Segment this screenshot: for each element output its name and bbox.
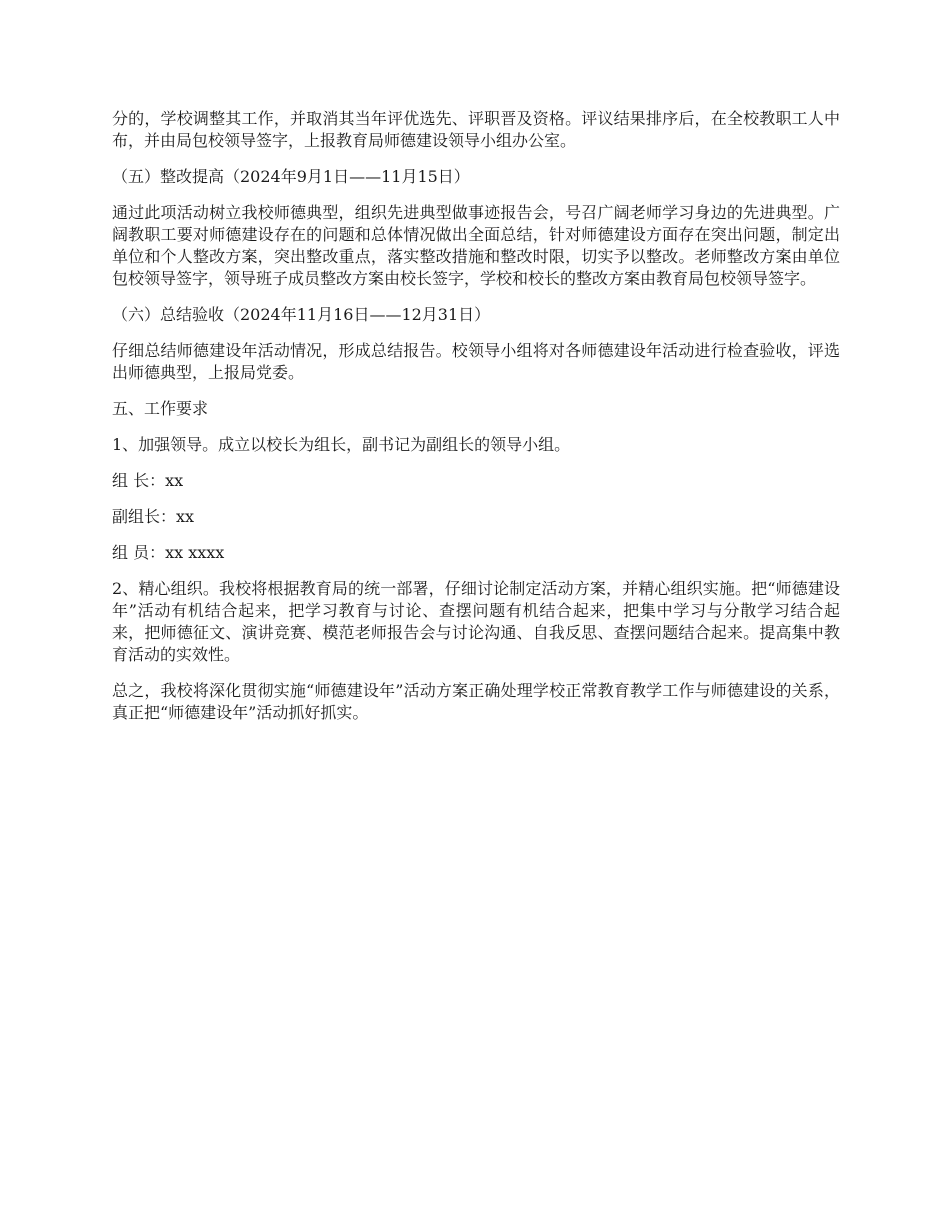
deputy-leader-line: 副组长：xx <box>112 507 195 526</box>
paragraph-rectification: 通过此项活动树立我校师德典型，组织先进典型做事迹报告会，号召广阔老师学习身边的先进典型。广阔教职工要对师德建设存在的问题和总体情况做出全面总结，针对师德建设方面存在突出问题，制定出单位和个人整改方案，突出整改重点，落实整改措施和整改时限，切实予以整改。老师整改方案由单位包校领导签字，领导班子成员整改方案由校长签字，学校和校长的整改方案由教育局包校领导签字。 <box>112 203 840 288</box>
document-page <box>112 108 840 738</box>
paragraph-strengthen-leadership: 1、加强领导。成立以校长为组长，副书记为副组长的领导小组。 <box>112 435 571 454</box>
group-leader-line: 组 长：xx <box>112 471 184 490</box>
paragraph-conclusion: 总之，我校将深化贯彻实施“师德建设年”活动方案正确处理学校正常教育教学工作与师德建设的关系，真正把“师德建设年”活动抓好抓实。 <box>112 681 840 722</box>
paragraph-careful-organization: 2、精心组织。我校将根据教育局的统一部署，仔细讨论制定活动方案，并精心组织实施。把“师德建设年”活动有机结合起来，把学习教育与讨论、查摆问题有机结合起来，把集中学习与分散学习结合起来，把师德征文、演讲竞赛、模范老师报告会与讨论沟通、自我反思、查摆问题结合起来。提高集中教育活动的实效性。 <box>112 579 840 664</box>
heading-rectification: （五）整改提高（2024年9月1日——11月15日） <box>112 167 470 186</box>
heading-work-requirements: 五、工作要求 <box>112 399 209 418</box>
paragraph-summary-acceptance: 仔细总结师德建设年活动情况，形成总结报告。校领导小组将对各师德建设年活动进行检查验收，评选出师德典型，上报局党委。 <box>112 341 840 382</box>
group-members-line: 组 员：xx xxxx <box>112 543 225 562</box>
heading-summary-acceptance: （六）总结验收（2024年11月16日——12月31日） <box>112 305 491 324</box>
paragraph-evaluation-result: 分的，学校调整其工作，并取消其当年评优选先、评职晋及资格。评议结果排序后，在全校教职工人中布，并由局包校领导签字，上报教育局师德建设领导小组办公室。 <box>112 109 840 150</box>
